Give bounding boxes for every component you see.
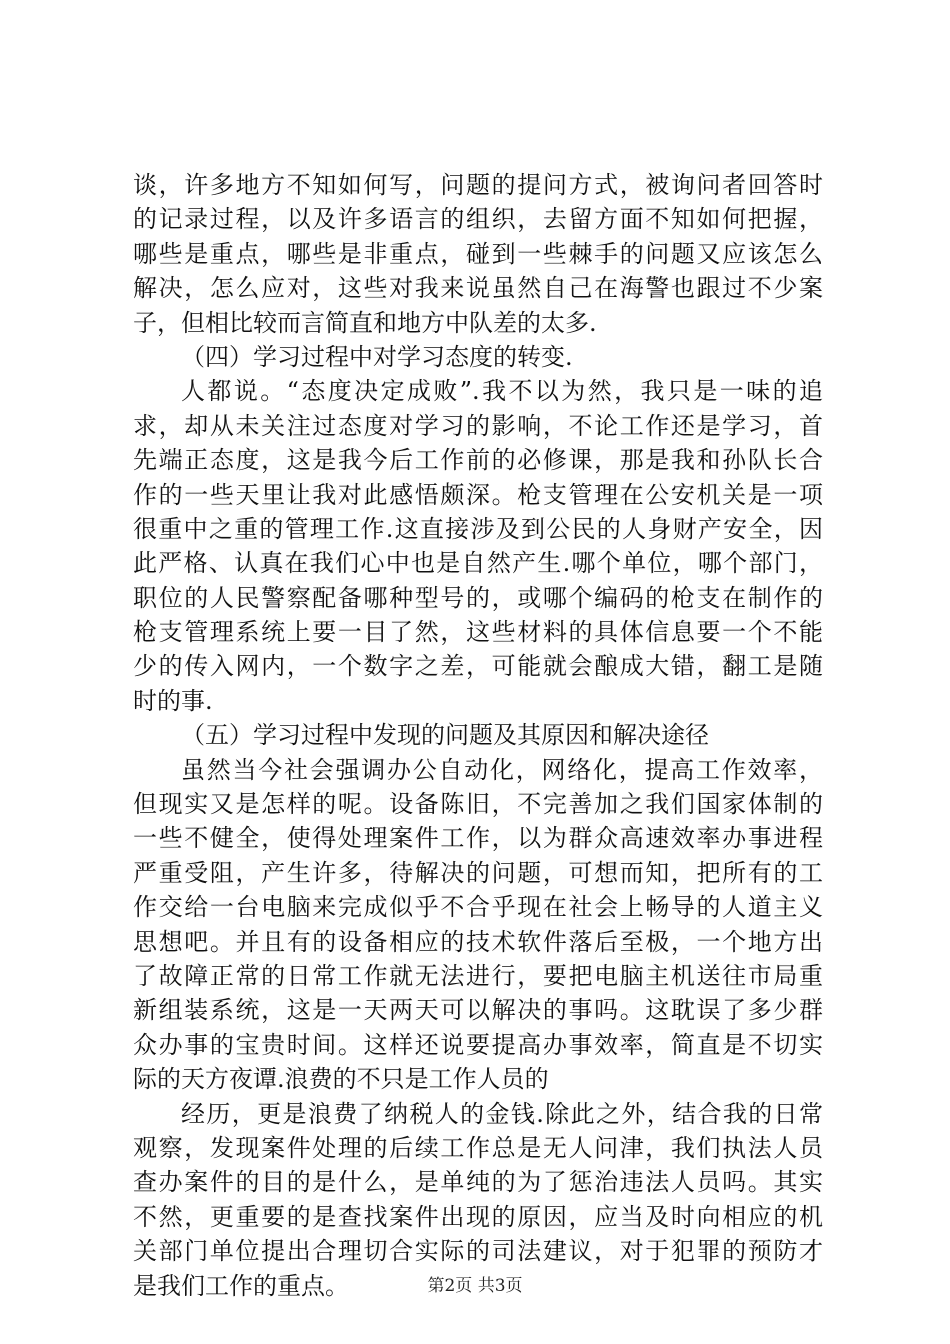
document-body <box>133 168 823 1303</box>
text-line: 哪些是重点，哪些是非重点，碰到一些棘手的问题又应该怎么 <box>133 239 823 268</box>
text-line: 新组装系统，这是一天两天可以解决的事吗。这耽误了多少群 <box>133 996 823 1025</box>
text-line: 作交给一台电脑来完成似乎不合乎现在社会上畅导的人道主义 <box>133 893 823 922</box>
text-line: 不然，更重要的是查找案件出现的原因，应当及时向相应的机 <box>133 1202 823 1231</box>
text-line: 子，但相比较而言简直和地方中队差的太多. <box>133 308 597 337</box>
text-line: 谈，许多地方不知如何写，问题的提问方式，被询问者回答时 <box>133 171 823 199</box>
text-line: 众办事的宝贵时间。这样还说要提高办事效率，简直是不切实 <box>133 1030 823 1059</box>
text-line: 先端正态度，这是我今后工作前的必修课，那是我和孙队长合 <box>133 446 823 475</box>
text-line: 经历，更是浪费了纳税人的金钱.除此之外，结合我的日常 <box>181 1099 823 1128</box>
text-line: 观察，发现案件处理的后续工作总是无人问津，我们执法人员 <box>133 1133 823 1162</box>
text-line: 作的一些天里让我对此感悟颇深。枪支管理在公安机关是一项 <box>133 480 823 509</box>
text-line: 是我们工作的重点。 <box>133 1271 349 1300</box>
text-line: 人都说。“态度决定成败”.我不以为然，我只是一味的追 <box>181 377 823 406</box>
text-line: 的记录过程，以及许多语言的组织，去留方面不知如何把握， <box>133 205 823 234</box>
text-line: 很重中之重的管理工作.这直接涉及到公民的人身财产安全，因 <box>133 514 823 543</box>
section-heading-five: （五）学习过程中发现的问题及其原因和解决途径 <box>181 721 709 750</box>
text-line: 虽然当今社会强调办公自动化，网络化，提高工作效率， <box>181 755 823 784</box>
text-line: 关部门单位提出合理切合实际的司法建议，对于犯罪的预防才 <box>133 1237 823 1266</box>
text-line: 求，却从未关注过态度对学习的影响，不论工作还是学习，首 <box>133 411 823 440</box>
text-line: 解决，怎么应对，这些对我来说虽然自己在海警也跟过不少案 <box>133 274 823 303</box>
text-line: 际的天方夜谭.浪费的不只是工作人员的 <box>133 1065 549 1094</box>
text-line: 职位的人民警察配备哪种型号的，或哪个编码的枪支在制作的 <box>133 583 823 612</box>
text-line: 但现实又是怎样的呢。设备陈旧，不完善加之我们国家体制的 <box>133 790 823 819</box>
text-line: 此严格、认真在我们心中也是自然产生.哪个单位，哪个部门， <box>133 549 823 578</box>
section-heading-four: （四）学习过程中对学习态度的转变. <box>181 342 573 371</box>
text-line: 枪支管理系统上要一目了然，这些材料的具体信息要一个不能 <box>133 618 823 647</box>
text-line: 少的传入网内，一个数字之差，可能就会酿成大错，翻工是随 <box>133 652 823 681</box>
text-line: 一些不健全，使得处理案件工作，以为群众高速效率办事进程 <box>133 824 823 853</box>
text-line: 思想吧。并且有的设备相应的技术软件落后至极，一个地方出 <box>133 927 823 956</box>
text-line: 时的事. <box>133 686 213 715</box>
text-line: 了故障正常的日常工作就无法进行，要把电脑主机送往市局重 <box>133 961 823 990</box>
text-line: 严重受阻，产生许多，待解决的问题，可想而知，把所有的工 <box>133 858 823 887</box>
page-number-footer: 第2页 共3页 <box>427 1276 523 1296</box>
text-line: 查办案件的目的是什么，是单纯的为了惩治违法人员吗。其实 <box>133 1168 823 1197</box>
